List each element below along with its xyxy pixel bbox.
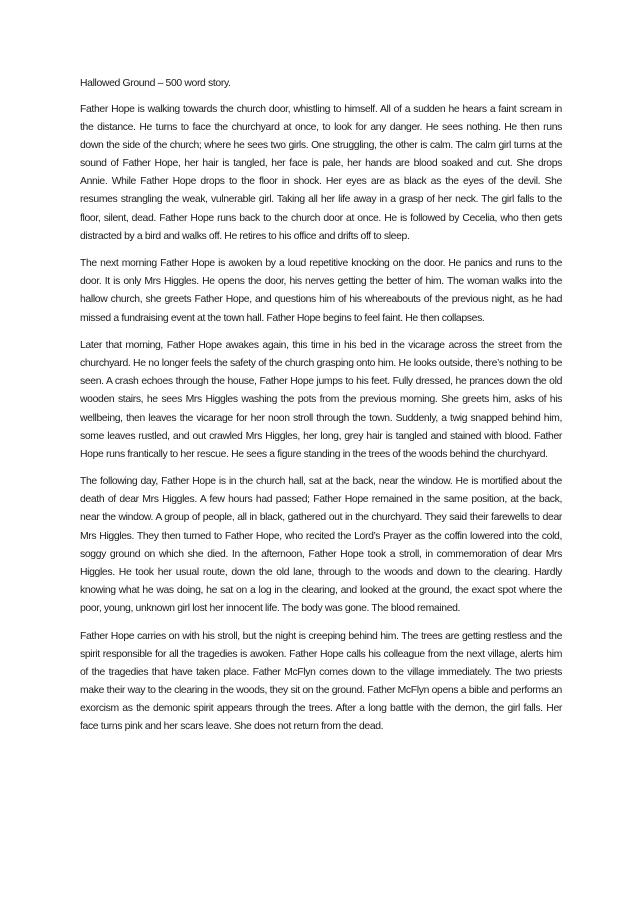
document-title: Hallowed Ground – 500 word story.	[80, 78, 231, 89]
document-page	[80, 77, 562, 746]
story-paragraph-5: Father Hope carries on with his stroll, but the night is creeping behind him. The trees are getting restless and the spirit responsible for all the tragedies is awoken. Father Hope calls his colleague from the next village, alerts him of the tragedies that have taken place. Father McFlyn comes down to the village immediately. The two priests make their way to the clearing in the woods, they sit on the ground. Father McFlyn opens a bible and performs an exorcism as the demonic spirit appears through the trees. After a long battle with the demon, the girl falls. Her face turns pink and her scars leave. She does not return from the dead.	[80, 630, 562, 732]
story-paragraph-3: Later that morning, Father Hope awakes again, this time in his bed in the vicarage across the street from the churchyard. He no longer feels the safety of the church grasping onto him. He looks outside, there’s nothing to be seen. A crash echoes through the house, Father Hope jumps to his feet. Fully dressed, he prances down the old wooden stairs, he sees Mrs Higgles washing the pots from the previous morning. She greets him, asks of his wellbeing, then leaves the vicarage for her noon stroll through the town. Suddenly, a twig snapped behind him, some leaves rustled, and out crawled Mrs Higgles, her long, grey hair is tangled and stained with blood. Father Hope runs frantically to her rescue. He sees a figure standing in the trees of the woods behind the churchyard.	[80, 340, 562, 460]
story-paragraph-4: The following day, Father Hope is in the church hall, sat at the back, near the window. He is mortified about the death of dear Mrs Higgles. A few hours had passed; Father Hope remained in the same position, at the back, near the window. A group of people, all in black, gathered out in the churchyard. They said their farewells to dear Mrs Higgles. They then turned to Father Hope, who recited the Lord’s Prayer as the coffin lowered into the cold, soggy ground on which she died. In the afternoon, Father Hope took a stroll, in commemoration of dear Mrs Higgles. He took her usual route, down the old lane, through to the woods and down to the clearing. Hardly knowing what he was doing, he sat on a log in the clearing, and looked at the ground, the exact spot where the poor, young, unknown girl lost her innocent life. The body was gone. The blood remained.	[80, 476, 562, 614]
story-paragraph-1: Father Hope is walking towards the church door, whistling to himself. All of a sudden he hears a faint scream in the distance. He turns to face the churchyard at once, to look for any danger. He sees nothing. He then runs down the side of the church; where he sees two girls. One struggling, the other is calm. The calm girl turns at the sound of Father Hope, her hair is tangled, her face is pale, her hands are blood soaked and cut. She drops Annie. While Father Hope drops to the floor in shock. Her eyes are as black as the eyes of the devil. She resumes strangling the weak, vulnerable girl. Taking all her life away in a grasp of her neck. The girl falls to the floor, silent, dead. Father Hope runs back to the church door at once. He is followed by Cecelia, who then gets distracted by a bird and walks off. He retires to his office and drifts off to sleep.	[80, 104, 562, 242]
story-paragraph-2: The next morning Father Hope is awoken by a loud repetitive knocking on the door. He panics and runs to the door. It is only Mrs Higgles. He opens the door, his nerves getting the better of him. The woman walks into the hallow church, she greets Father Hope, and questions him of his whereabouts of the previous night, as he had missed a fundraising event at the town hall. Father Hope begins to feel faint. He then collapses.	[80, 258, 562, 324]
